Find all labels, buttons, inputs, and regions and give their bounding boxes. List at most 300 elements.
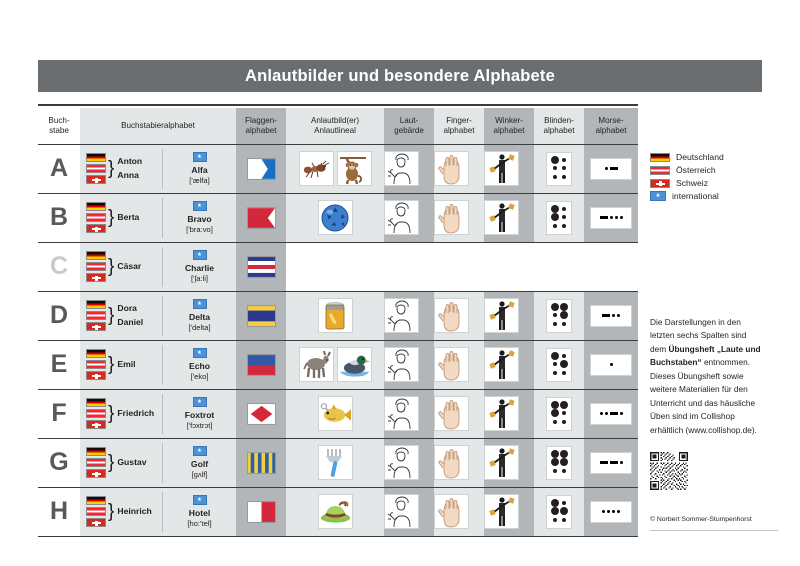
flag-switzerland-icon [86,469,106,478]
spelling-names [117,505,151,518]
morse-code [590,501,632,523]
legend-label: Österreich [676,165,716,175]
country-flag-stack [86,202,106,233]
row-letter: D [38,291,80,340]
column-header-semaphore-line2: alphabet [493,125,525,135]
column-header-letter-line1: Buch- [48,116,70,126]
note-line-4-bold: Buchstaben“ [650,357,702,368]
anlautbild-duck-icon [337,347,372,382]
nato-ipa: ['delta] [188,322,211,332]
signal-flag-cell [236,340,286,389]
winker-a-icon [484,151,519,186]
braille-alphabet-cell [534,144,584,193]
flag-germany-icon [86,398,106,407]
nato-word: Echo [189,360,211,371]
braille-alphabet-cell [534,487,584,536]
finger-alphabet-cell [434,389,484,438]
semaphore-cell [484,144,534,193]
sound-gesture-cell [384,242,434,291]
sound-gesture-cell [384,340,434,389]
column-header-braille-line1: Blinden- [544,116,574,126]
braille-cell [546,299,572,333]
anlautbild-cell [286,487,384,536]
nato-alphabet-cell [162,389,236,438]
anlautbild-ball-icon [318,200,353,235]
flag-united-nations-icon: ★ [193,299,207,309]
nato-ipa: ['fɔxtrɔt] [186,420,213,430]
nato-alphabet-cell [162,242,236,291]
column-header-finger-alphabet [434,108,484,144]
anlautbild-tiles [286,396,384,431]
brace-icon: } [108,158,115,179]
anlautbild-cell [286,193,384,242]
note-line-7: Unterricht und das häusliche [650,397,756,408]
morse-alphabet-cell [584,438,638,487]
column-header-letter-line2: stabe [49,125,69,135]
spelling-names-cell [80,389,162,438]
note-line-3-bold: Übungsheft „Laute und [668,343,761,354]
flag-switzerland-icon [86,371,106,380]
nato-ipa: ['bra:vo] [186,224,213,234]
laut-gebaerde-e-icon [384,347,419,382]
winker-b-icon [484,200,519,235]
column-header-picture-line1: Anlautbild(er) [310,116,360,126]
country-flag-stack [86,398,106,429]
anlautbild-cell [286,389,384,438]
column-header-sound-line2: gebärde [394,125,424,135]
column-header-finger-line1: Finger- [446,116,472,126]
spelling-name-de: Cäsar [117,260,142,271]
column-header-braille-line2: alphabet [543,125,575,135]
column-header-sound-gesture [384,108,434,144]
nato-word: Foxtrot [184,409,215,420]
flag-united-nations-icon: ★ [193,152,207,162]
morse-dot [605,412,608,415]
spelling-name-de: Gustav [117,456,147,467]
legend-label: Schweiz [676,178,708,188]
signal-flag-cell [236,242,286,291]
flag-austria-icon [86,213,106,222]
brace-icon: } [108,207,115,228]
flag-austria-icon [86,311,106,320]
braille-dot [562,469,566,473]
spelling-names-cell [80,487,162,536]
nato-alphabet-cell [162,487,236,536]
legend-item [650,178,790,188]
finger-h-icon [434,494,469,529]
flag-united-nations-icon: ★ [193,250,207,260]
morse-dash [610,461,618,464]
spelling-names [117,211,139,224]
flag-austria-icon [86,360,106,369]
braille-dot [553,313,557,317]
column-header-flag-line1: Flaggen- [245,116,277,126]
page-title: Anlautbilder und besondere Alphabete [244,66,556,85]
spelling-name-de: Heinrich [117,505,152,516]
country-flag-stack [86,153,106,184]
nato-word: Charlie [184,262,215,273]
column-header-finger-line2: alphabet [443,125,475,135]
anlautbild-cell [286,144,384,193]
anlautbild-fish-icon [318,396,353,431]
braille-dot [560,458,568,466]
spelling-name-de: Friedrich [117,407,155,418]
column-header-morse-alphabet [584,108,638,144]
flag-germany-icon [86,202,106,211]
braille-alphabet-cell [534,291,584,340]
morse-dot [620,412,623,415]
note-line-3-prefix: dem [650,343,669,354]
flag-germany-icon [86,496,106,505]
finger-e-icon [434,347,469,382]
flag-united-nations-icon: ★ [193,397,207,407]
braille-alphabet-cell [534,193,584,242]
braille-dot [551,450,559,458]
spelling-names-cell [80,291,162,340]
laut-gebaerde-h-icon [384,494,419,529]
braille-dot [553,469,557,473]
winker-f-icon [484,396,519,431]
spelling-names-cell [80,340,162,389]
semaphore-cell [484,291,534,340]
semaphore-cell [484,193,534,242]
morse-code [590,207,632,229]
braille-dot [553,175,557,179]
braille-dot [551,401,559,409]
note-line-2: letzten sechs Spalten sind [650,330,747,341]
flag-switzerland-icon [86,322,106,331]
morse-dash [600,461,608,464]
finger-b-icon [434,200,469,235]
anlautbild-tiles [286,347,384,382]
braille-dot [560,311,568,319]
flag-switzerland-icon [86,420,106,429]
flag-united-nations-icon: ★ [193,201,207,211]
morse-dot [612,314,615,317]
flag-united-nations-icon: ★ [193,446,207,456]
finger-d-icon [434,298,469,333]
header-row [38,108,638,144]
column-header-flag-line2: alphabet [245,125,277,135]
braille-dot [562,215,566,219]
country-flag-stack [86,349,106,380]
nato-ipa: [ho:'tel] [187,518,212,528]
signal-flag-cell [236,487,286,536]
braille-dot [560,401,568,409]
flag-switzerland-icon [86,175,106,184]
braille-dot [551,507,559,515]
sound-gesture-cell [384,487,434,536]
country-flag-stack [86,496,106,527]
braille-dot [562,354,566,358]
braille-alphabet-cell [534,438,584,487]
sound-gesture-cell [384,389,434,438]
table-row [38,291,638,340]
column-header-morse-line2: alphabet [595,125,627,135]
sound-gesture-cell [384,144,434,193]
row-letter: A [38,144,80,193]
semaphore-cell [484,389,534,438]
finger-a-icon [434,151,469,186]
braille-alphabet-cell [534,340,584,389]
column-header-picture [286,108,384,144]
semaphore-cell [484,438,534,487]
morse-dash [600,216,608,219]
column-header-spelling-alphabet [80,108,236,144]
table-row [38,438,638,487]
morse-code [590,305,632,327]
braille-dot [553,224,557,228]
column-header-flag-alphabet [236,108,286,144]
braille-dot [551,499,559,507]
braille-dot [551,213,559,221]
nato-alphabet-cell [162,438,236,487]
braille-cell [546,201,572,235]
flag-germany-icon [86,300,106,309]
column-header-spelling-label: Buchstabieralphabet [121,120,195,130]
morse-dash [602,314,610,317]
braille-cell [546,446,572,480]
morse-dash [610,412,618,415]
country-flag-stack [86,447,106,478]
semaphore-cell [484,340,534,389]
flag-austria-icon [86,507,106,516]
spelling-names-cell [80,242,162,291]
braille-dot [562,158,566,162]
anlautbild-cell [286,291,384,340]
flag-united-nations-icon: ★ [193,348,207,358]
sound-gesture-cell [384,193,434,242]
finger-alphabet-cell [434,193,484,242]
semaphore-cell [484,487,534,536]
braille-cell [546,152,572,186]
nato-alphabet-cell [162,193,236,242]
finger-alphabet-cell [434,291,484,340]
note-line-6: weitere Materialien für den [650,384,748,395]
legend-item [650,152,790,162]
spelling-names-cell [80,438,162,487]
nato-alphabet-cell [162,144,236,193]
flag-germany-icon [86,153,106,162]
table-row [38,193,638,242]
sound-gesture-cell [384,291,434,340]
laut-gebaerde-g-icon [384,445,419,480]
winker-h-icon [484,494,519,529]
note-line-5: Dieses Übungsheft sowie [650,370,744,381]
morse-alphabet-cell [584,291,638,340]
flag-austria-icon [86,409,106,418]
morse-dot [615,216,618,219]
table-row [38,242,638,291]
flag-switzerland-icon [86,273,106,282]
country-flag-stack [86,251,106,282]
spelling-names [117,407,154,420]
qr-code[interactable] [650,452,688,490]
signal-flag-cell [236,193,286,242]
spelling-names [117,456,146,469]
morse-dot [610,216,613,219]
nato-alphabet-cell [162,291,236,340]
braille-dot [553,322,557,326]
laut-gebaerde-a-icon [384,151,419,186]
signal-flag-cell [236,291,286,340]
morse-dot [607,510,610,513]
copyright-text: © Norbert Sommer-Stumpenhorst [650,516,752,523]
footer-rule [650,530,778,531]
spelling-name-de: Anton [117,156,143,167]
braille-cell [546,495,572,529]
flag-germany-icon [86,349,106,358]
nato-ipa: ['ælfa] [189,175,210,185]
row-letter: C [38,242,80,291]
flag-united-nations-icon: ★ [650,191,666,201]
nato-word: Golf [190,458,209,469]
braille-dot [562,518,566,522]
row-letter: G [38,438,80,487]
alphabet-table-wrapper [38,108,638,537]
column-header-semaphore-alphabet [484,108,534,144]
finger-alphabet-cell [434,438,484,487]
signal-flag-cell [236,438,286,487]
braille-dot [562,207,566,211]
nato-word: Delta [189,311,211,322]
anlautbild-fork-icon [318,445,353,480]
table-header [38,108,638,144]
braille-dot [562,175,566,179]
semaphore-cell [484,242,534,291]
table-body [38,144,638,536]
braille-cell [546,348,572,382]
nato-word: Hotel [188,507,211,518]
morse-dot [617,510,620,513]
braille-dot [562,224,566,228]
braille-alphabet-cell [534,242,584,291]
braille-dot [562,322,566,326]
winker-g-icon [484,445,519,480]
finger-f-icon [434,396,469,431]
country-legend [650,152,790,204]
morse-alphabet-cell [584,242,638,291]
anlautbild-monkey-icon [337,151,372,186]
finger-alphabet-cell [434,487,484,536]
braille-dot [560,450,568,458]
column-header-braille-alphabet [534,108,584,144]
anlautbild-donkey-icon [299,347,334,382]
finger-alphabet-cell [434,144,484,193]
table-row [38,144,638,193]
column-header-sound-line1: Laut- [399,116,419,126]
morse-dot [602,510,605,513]
info-note [650,316,785,437]
flag-austria-icon [86,262,106,271]
note-line-9: erhältlich (www.collishop.de). [650,424,757,435]
finger-alphabet-cell [434,242,484,291]
legend-label: Deutschland [676,152,724,162]
laut-gebaerde-b-icon [384,200,419,235]
row-letter: B [38,193,80,242]
braille-dot [562,371,566,375]
braille-dot [551,458,559,466]
column-header-semaphore-line1: Winker- [495,116,523,126]
spelling-name-ch: Anna [117,169,139,180]
table-row [38,389,638,438]
braille-dot [553,518,557,522]
braille-dot [551,205,559,213]
flag-germany-icon [86,447,106,456]
legend-label: international [672,191,719,201]
braille-dot [551,303,559,311]
note-line-1: Die Darstellungen in den [650,317,741,327]
nato-word: Bravo [187,213,212,224]
anlautbild-tiles [286,298,384,333]
country-flag-stack [86,300,106,331]
braille-dot [562,411,566,415]
alphabet-table [38,108,638,537]
row-letter: H [38,487,80,536]
nato-ipa: [gʌlf] [191,469,208,479]
brace-icon: } [108,256,115,277]
braille-dot [562,501,566,505]
nato-word: Alfa [191,164,208,175]
nato-ipa: ['eko] [190,371,209,381]
finger-alphabet-cell [434,340,484,389]
winker-d-icon [484,298,519,333]
morse-alphabet-cell [584,487,638,536]
sound-gesture-cell [384,438,434,487]
finger-g-icon [434,445,469,480]
spelling-name-de: Dora [117,303,137,314]
braille-dot [551,352,559,360]
flag-switzerland-icon [650,179,670,188]
morse-alphabet-cell [584,340,638,389]
flag-germany-icon [86,251,106,260]
morse-dash [610,167,618,170]
header-top-rule [38,104,638,106]
spelling-names [117,302,143,329]
brace-icon: } [108,354,115,375]
anlautbild-hat-icon [318,494,353,529]
morse-dot [600,412,603,415]
braille-dot [553,362,557,366]
morse-alphabet-cell [584,144,638,193]
morse-dot [605,167,608,170]
braille-dot [562,166,566,170]
anlautbild-tiles [286,445,384,480]
anlautbild-cell [286,438,384,487]
spelling-names [117,155,142,182]
spelling-name-de: Emil [117,358,136,369]
signal-flag-cell [236,144,286,193]
spelling-name-de: Berta [117,211,140,222]
spelling-names [117,260,141,273]
nato-alphabet-cell [162,340,236,389]
morse-dot [620,216,623,219]
poster-title-bar [38,60,762,92]
braille-dot [560,303,568,311]
morse-alphabet-cell [584,389,638,438]
anlautbild-cell [286,242,384,291]
morse-code [590,403,632,425]
braille-dot [560,507,568,515]
note-line-4-suffix: entnommen. [701,357,751,368]
morse-code [590,452,632,474]
legend-item [650,165,790,175]
braille-cell [546,397,572,431]
column-header-picture-line2: Anlautlineal [314,125,356,135]
row-letter: E [38,340,80,389]
morse-dot [612,510,615,513]
column-header-morse-line1: Morse- [598,116,624,126]
